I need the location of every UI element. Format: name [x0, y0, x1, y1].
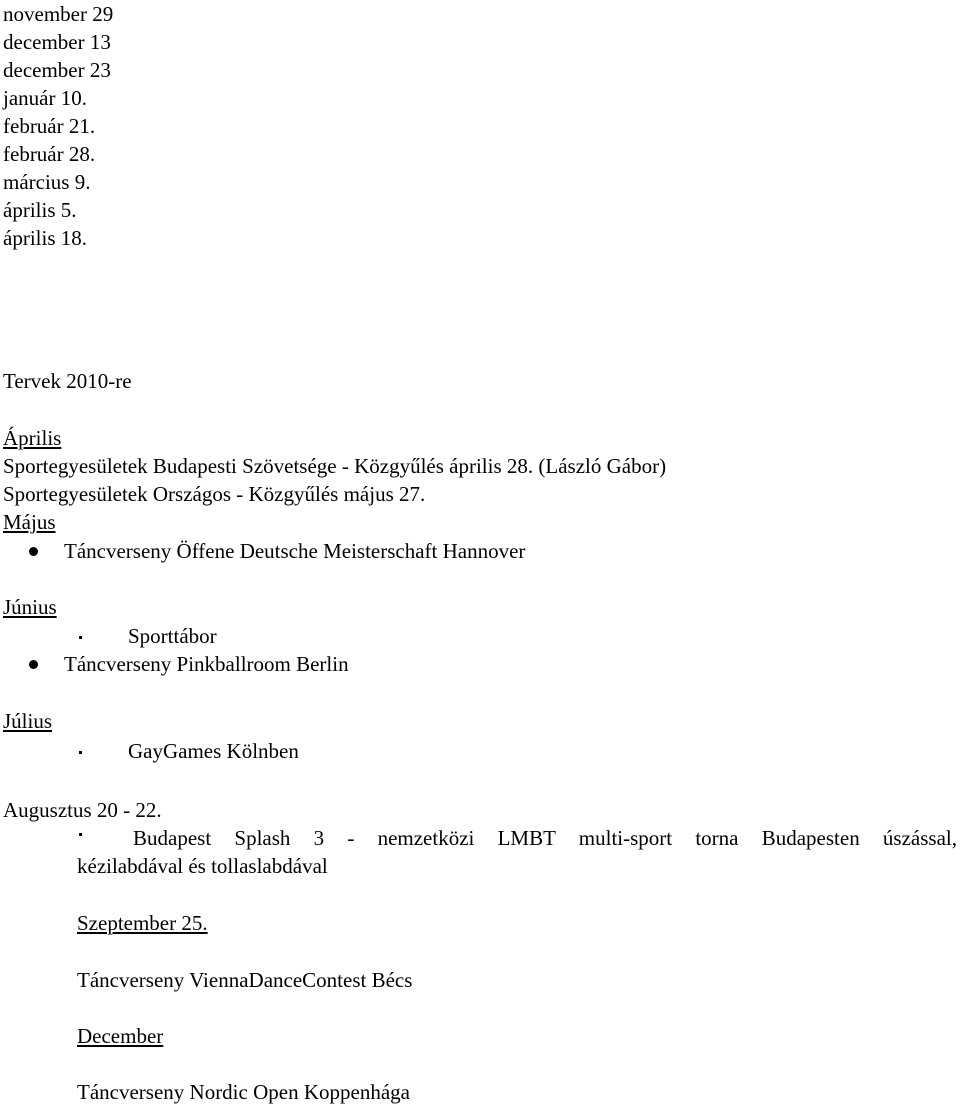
bullet-square-icon: [79, 636, 82, 639]
month-heading-april: Április: [3, 426, 62, 450]
date-item: november 29: [3, 2, 114, 26]
date-item: március 9.: [3, 170, 91, 194]
bullet-dot-icon: [29, 547, 38, 556]
date-item: január 10.: [3, 86, 87, 110]
april-line-1: Sportegyesületek Budapesti Szövetsége - Közgyűlés április 28. (László Gábor): [3, 454, 667, 478]
month-heading-july: Július: [3, 709, 53, 733]
month-heading-august: Augusztus 20 - 22.: [3, 798, 162, 822]
month-heading-september: Szeptember 25.: [77, 911, 208, 935]
june-item-2: Táncverseny Pinkballroom Berlin: [64, 652, 349, 676]
december-item-1: Táncverseny Nordic Open Koppenhága: [77, 1080, 410, 1104]
date-item: december 23: [3, 58, 111, 82]
may-item-1: Táncverseny Öffene Deutsche Meisterschaft Hannover: [64, 539, 526, 563]
september-item-1: Táncverseny ViennaDanceContest Bécs: [77, 968, 413, 992]
june-item-1: Sporttábor: [128, 624, 217, 648]
august-item-1-line-1: Budapest Splash 3 - nemzetközi LMBT multi-sport torna Budapesten úszással,: [133, 826, 957, 850]
date-item: április 18.: [3, 226, 87, 250]
month-heading-june: Június: [3, 595, 57, 619]
april-line-2: Sportegyesületek Országos - Közgyűlés május 27.: [3, 482, 426, 506]
date-item: április 5.: [3, 198, 77, 222]
month-heading-december: December: [77, 1024, 164, 1048]
bullet-dot-icon: [29, 660, 38, 669]
plans-title: Tervek 2010-re: [3, 369, 132, 393]
date-item: február 28.: [3, 142, 96, 166]
july-item-1: GayGames Kölnben: [128, 739, 299, 763]
date-item: december 13: [3, 30, 111, 54]
date-item: február 21.: [3, 114, 96, 138]
august-item-1-line-2: kézilabdával és tollaslabdával: [77, 854, 328, 878]
bullet-square-icon: [79, 751, 82, 754]
month-heading-may: Május: [3, 510, 56, 534]
